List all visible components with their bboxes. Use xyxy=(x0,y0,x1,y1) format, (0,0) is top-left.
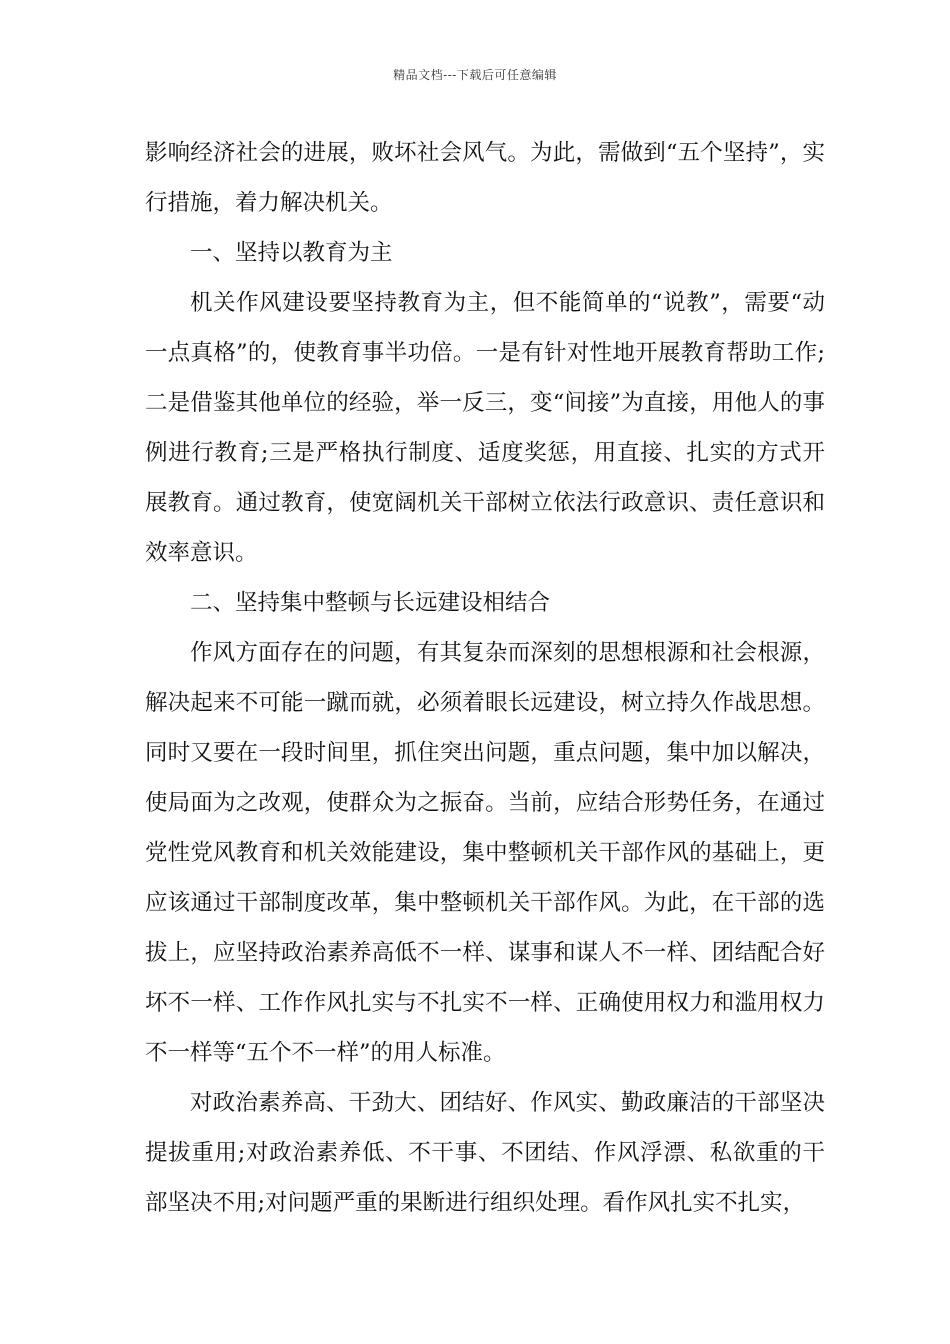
section-heading-1: 一、坚持以教育为主 xyxy=(190,240,393,266)
page-header: 精品文档---下载后可任意编辑 xyxy=(393,68,557,82)
paragraph-intro: 影响经济社会的进展，败坏社会风气。为此，需做到“五个坚持”，实行措施，着力解决机关。 xyxy=(145,140,825,216)
document-body xyxy=(145,128,825,1228)
paragraph-promotion: 对政治素养高、干劲大、团结好、作风实、勤政廉洁的干部坚决提拔重用;对政治素养低、不干事、不团结、作风浮漂、私欲重的干部坚决不用;对问题严重的果断进行组织处理。看作风扎实不扎实， xyxy=(145,1090,825,1216)
paragraph-education: 机关作风建设要坚持教育为主，但不能简单的“说教”，需要“动一点真格”的，使教育事半功倍。一是有针对性地开展教育帮助工作;二是借鉴其他单位的经验，举一反三，变“间接”为直接，用他人的事例进行教育;三是严格执行制度、适度奖惩，用直接、扎实的方式开展教育。通过教育，使宽阔机关干部树立依法行政意识、责任意识和效率意识。 xyxy=(145,290,825,566)
section-heading-2: 二、坚持集中整顿与长远建设相结合 xyxy=(190,590,551,616)
paragraph-rectification: 作风方面存在的问题，有其复杂而深刻的思想根源和社会根源，解决起来不可能一蹴而就，必须着眼长远建设，树立持久作战思想。同时又要在一段时间里，抓住突出问题，重点问题，集中加以解决，使局面为之改观，使群众为之振奋。当前，应结合形势任务，在通过党性党风教育和机关效能建设，集中整顿机关干部作风的基础上，更应该通过干部制度改革，集中整顿机关干部作风。为此，在干部的选拔上，应坚持政治素养高低不一样、谋事和谋人不一样、团结配合好坏不一样、工作作风扎实与不扎实不一样、正确使用权力和滥用权力不一样等“五个不一样”的用人标准。 xyxy=(145,640,825,1066)
